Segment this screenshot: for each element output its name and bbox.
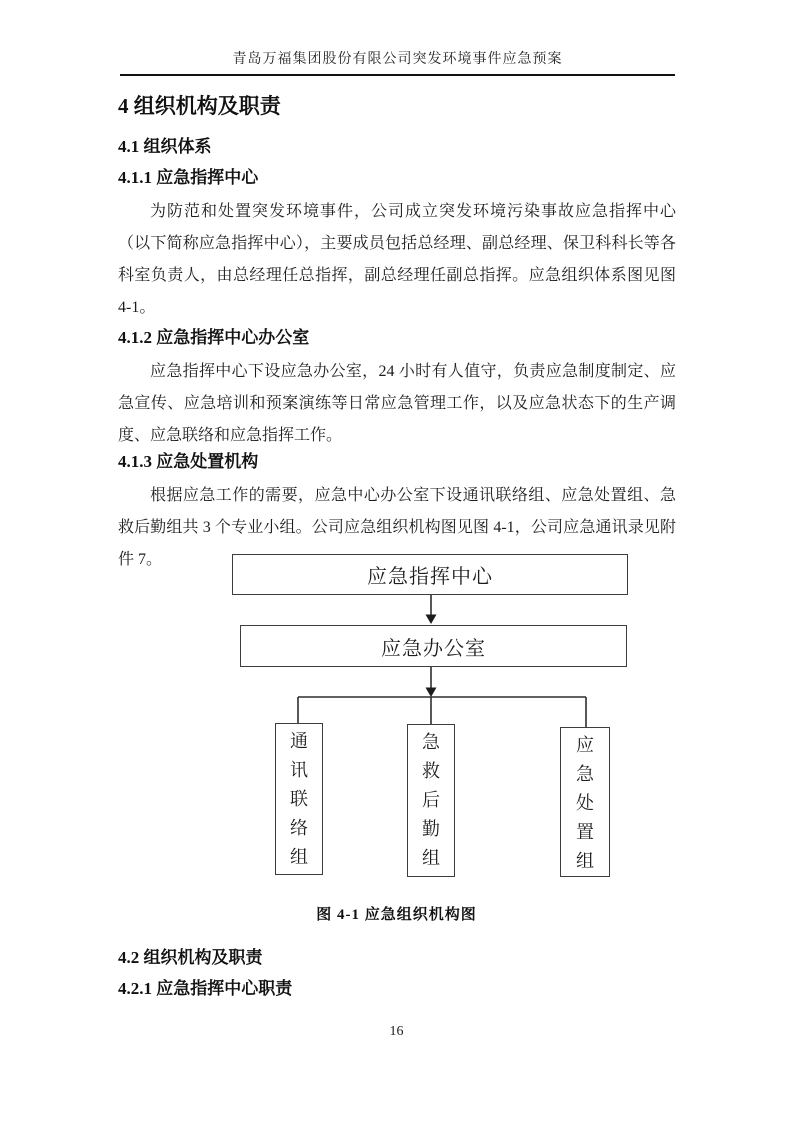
section-heading-4-1-1: 4.1.1 应急指挥中心 bbox=[118, 168, 259, 187]
org-node-response-group: 应急处置组 bbox=[560, 727, 610, 877]
figure-caption: 图 4-1 应急组织机构图 bbox=[316, 907, 477, 923]
section-heading-4-2: 4.2 组织机构及职责 bbox=[118, 948, 263, 967]
org-chart-connectors bbox=[0, 554, 793, 884]
paragraph-4-1-1: 为防范和处置突发环境事件，公司成立突发环境污染事故应急指挥中心（以下简称应急指挥中心），主要成员包括总经理、副总经理、保卫科科长等各科室负责人，由总经理任总指挥，副总经理任副总指挥。应急组织体系图见图 4-1。 bbox=[118, 203, 676, 316]
main-content bbox=[118, 94, 676, 576]
org-node-rescue-logistics-group: 急救后勤组 bbox=[407, 724, 455, 877]
section-heading-4-1-3: 4.1.3 应急处置机构 bbox=[118, 452, 259, 471]
paragraph-4-1-2: 应急指挥中心下设应急办公室，24 小时有人值守，负责应急制度制定、应急宣传、应急培训和预案演练等日常应急管理工作，以及应急状态下的生产调度、应急联络和应急指挥工作。 bbox=[118, 363, 676, 444]
section-heading-4-1-2: 4.1.2 应急指挥中心办公室 bbox=[118, 328, 310, 347]
page-header-title: 青岛万福集团股份有限公司突发环境事件应急预案 bbox=[120, 52, 675, 76]
org-node-command-center: 应急指挥中心 bbox=[232, 554, 628, 595]
org-node-emergency-office: 应急办公室 bbox=[240, 625, 627, 667]
org-chart-figure bbox=[0, 554, 793, 884]
page-number: 16 bbox=[389, 1024, 404, 1039]
section-heading-4-1: 4.1 组织体系 bbox=[118, 137, 212, 156]
chapter-heading: 4 组织机构及职责 bbox=[118, 94, 281, 118]
next-section-content bbox=[118, 948, 676, 1007]
section-heading-4-2-1: 4.2.1 应急指挥中心职责 bbox=[118, 979, 293, 998]
org-node-communication-group: 通讯联络组 bbox=[275, 723, 323, 875]
paragraph-4-1-3: 根据应急工作的需要，应急中心办公室下设通讯联络组、应急处置组、急救后勤组共 3 个专业小组。公司应急组织机构图见图 4-1，公司应急通讯录见附件 7。 bbox=[118, 487, 676, 568]
